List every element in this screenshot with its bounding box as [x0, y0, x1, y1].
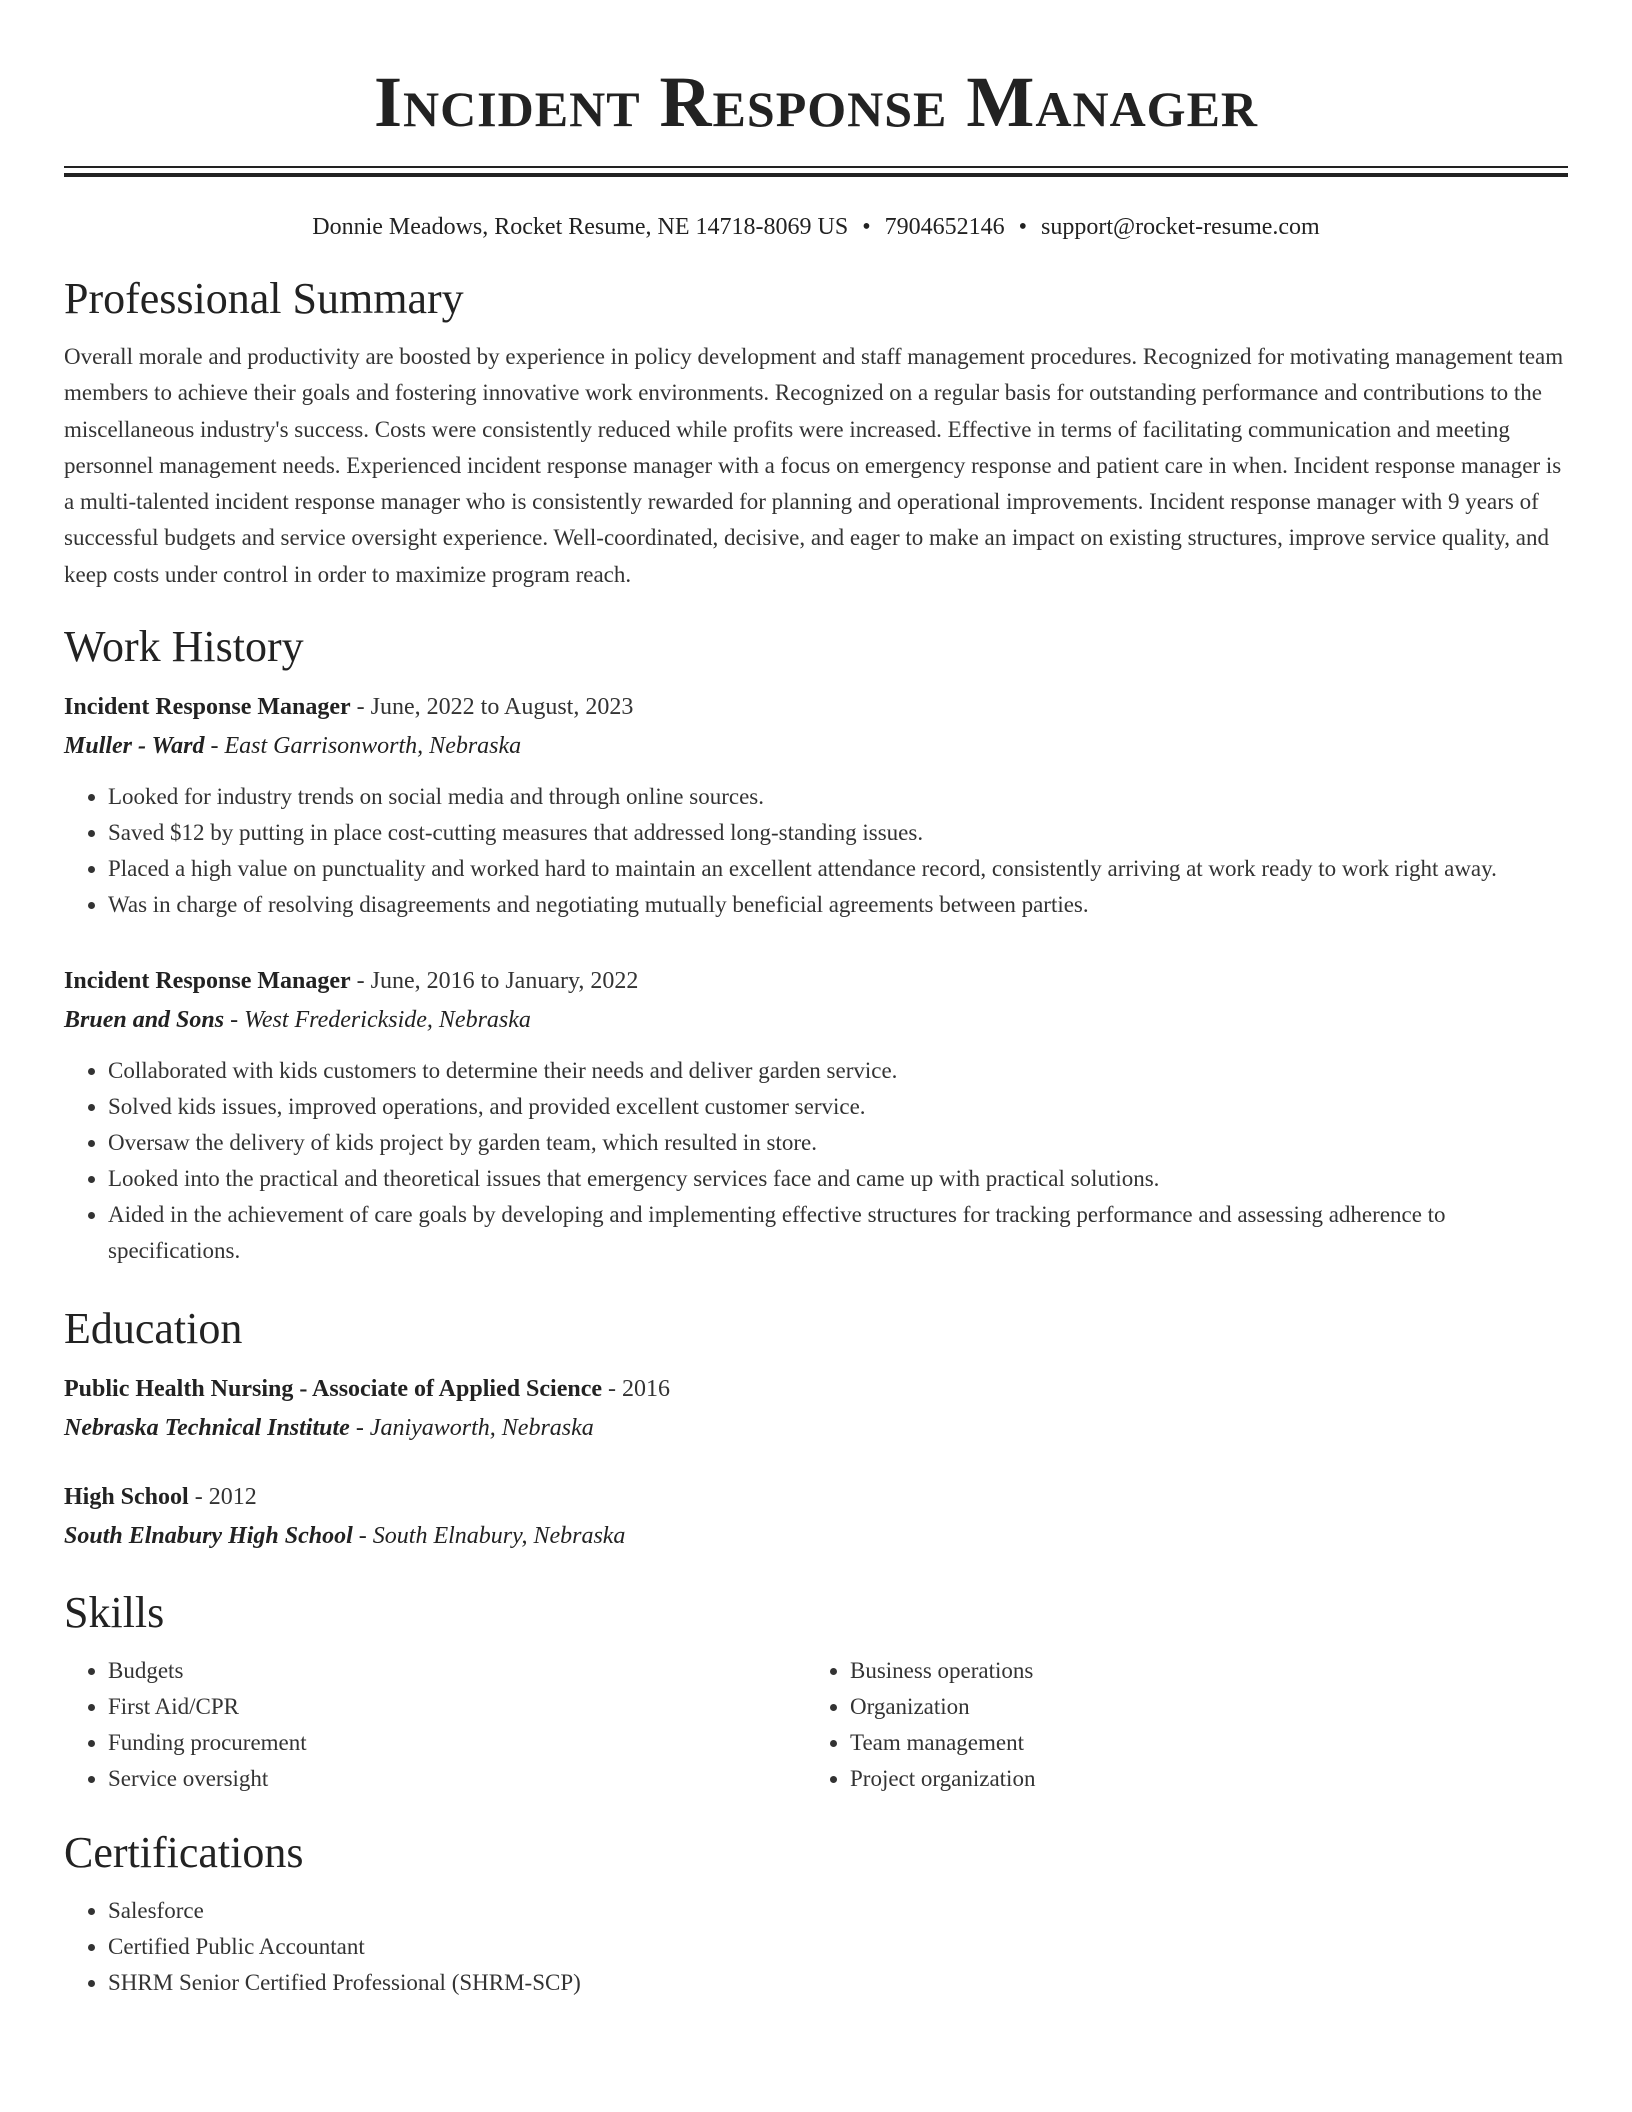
- summary-heading: Professional Summary: [64, 274, 464, 323]
- title-divider: [64, 166, 1568, 177]
- education-entry: [64, 1369, 1568, 1447]
- job-company: Muller - Ward: [64, 733, 205, 760]
- job-entry: [64, 687, 1568, 923]
- job-dates: - June, 2016 to January, 2022: [350, 968, 639, 995]
- education-degree: High School: [64, 1484, 189, 1511]
- job-bullets: [64, 1053, 1568, 1269]
- education-year: - 2016: [602, 1376, 671, 1403]
- job-bullet: • Oversaw the delivery of kids project by garden team, which resulted in store.: [108, 1125, 1568, 1161]
- certifications-list: [64, 1893, 1568, 2001]
- certification-item: • Certified Public Accountant: [108, 1929, 1568, 1965]
- education-school: South Elnabury High School: [64, 1523, 353, 1550]
- contact-separator: •: [862, 214, 871, 240]
- skill-item: • Team management: [850, 1725, 1548, 1761]
- job-title-line: [64, 961, 1568, 1001]
- job-company: Bruen and Sons: [64, 1007, 225, 1034]
- job-bullet: • Solved kids issues, improved operations, and provided excellent customer service.: [108, 1089, 1568, 1125]
- job-bullet: • Collaborated with kids customers to determine their needs and deliver garden service.: [108, 1053, 1568, 1089]
- skill-item: • Service oversight: [108, 1761, 806, 1797]
- skills-grid: [64, 1653, 1568, 1797]
- job-location: - West Frederickside, Nebraska: [224, 1007, 531, 1034]
- job-bullet: • Placed a high value on punctuality and worked hard to maintain an excellent attendance record, consistently arriving at work ready to work right away.: [108, 851, 1568, 887]
- certification-item: • SHRM Senior Certified Professional (SHRM-SCP): [108, 1965, 1568, 2001]
- skill-item: • Funding procurement: [108, 1725, 806, 1761]
- education-school-line: [64, 1517, 1568, 1555]
- skills-heading: Skills: [64, 1588, 165, 1638]
- education-degree-line: [64, 1369, 1568, 1409]
- skill-item: • Business operations: [850, 1653, 1548, 1689]
- job-title-line: [64, 687, 1568, 727]
- contact-address: Donnie Meadows, Rocket Resume, NE 14718-8069 US: [312, 214, 849, 240]
- education-location: - South Elnabury, Nebraska: [352, 1523, 626, 1550]
- education-degree: Public Health Nursing - Associate of Applied Science: [64, 1376, 603, 1403]
- job-bullet: • Was in charge of resolving disagreements and negotiating mutually beneficial agreements between parties.: [108, 887, 1568, 923]
- education-year: - 2012: [188, 1484, 257, 1511]
- resume-title: Incident Response Manager: [373, 62, 1259, 142]
- job-dates: - June, 2022 to August, 2023: [350, 694, 634, 721]
- job-bullet: • Saved $12 by putting in place cost-cutting measures that addressed long-standing issues.: [108, 815, 1568, 851]
- skill-item: • Budgets: [108, 1653, 806, 1689]
- contact-email: support@rocket-resume.com: [1041, 214, 1320, 240]
- certification-item: • Salesforce: [108, 1893, 1568, 1929]
- skill-item: • Organization: [850, 1689, 1548, 1725]
- job-company-line: [64, 1001, 1568, 1039]
- job-bullet: • Looked for industry trends on social media and through online sources.: [108, 779, 1568, 815]
- education-location: - Janiyaworth, Nebraska: [349, 1415, 594, 1442]
- job-bullet: • Aided in the achievement of care goals by developing and implementing effective structures for tracking performance and assessing adherence to specifications.: [108, 1197, 1568, 1269]
- skills-list-right: [806, 1653, 1548, 1797]
- job-entry: [64, 961, 1568, 1269]
- education-heading: Education: [64, 1304, 243, 1354]
- contact-line: [64, 211, 1568, 243]
- job-company-line: [64, 727, 1568, 765]
- skill-item: • First Aid/CPR: [108, 1689, 806, 1725]
- summary-text: Overall morale and productivity are boosted by experience in policy development and staff management procedures. Recognized for motivating management team members to achieve their goals and fostering innovative work environments. Recognized on a regular basis for outstanding performance and contributions to the miscellaneous industry's success. Costs were consistently reduced while profits were increased. Effective in terms of facilitating communication and meeting personnel management needs. Experienced incident response manager with a focus on emergency response and patient care in when. Incident response manager is a multi-talented incident response manager who is consistently rewarded for planning and operational improvements. Incident response manager with 9 years of successful budgets and service oversight experience. Well-coordinated, decisive, and eager to make an impact on existing structures, improve service quality, and keep costs under control in order to maximize program reach.: [64, 344, 1564, 587]
- job-title: Incident Response Manager: [64, 968, 351, 995]
- job-bullet: • Looked into the practical and theoretical issues that emergency services face and came up with practical solutions.: [108, 1161, 1568, 1197]
- skills-list-left: [64, 1653, 806, 1797]
- job-title: Incident Response Manager: [64, 694, 351, 721]
- contact-separator: •: [1018, 214, 1028, 240]
- job-location: - East Garrisonworth, Nebraska: [204, 733, 522, 760]
- education-degree-line: [64, 1477, 1568, 1517]
- contact-phone: 7904652146: [884, 214, 1005, 240]
- education-school-line: [64, 1409, 1568, 1447]
- skill-item: • Project organization: [850, 1761, 1548, 1797]
- education-school: Nebraska Technical Institute: [64, 1415, 350, 1442]
- education-entry: [64, 1477, 1568, 1555]
- job-bullets: [64, 779, 1568, 923]
- work-history-heading: Work History: [64, 622, 304, 672]
- certifications-heading: Certifications: [64, 1828, 304, 1878]
